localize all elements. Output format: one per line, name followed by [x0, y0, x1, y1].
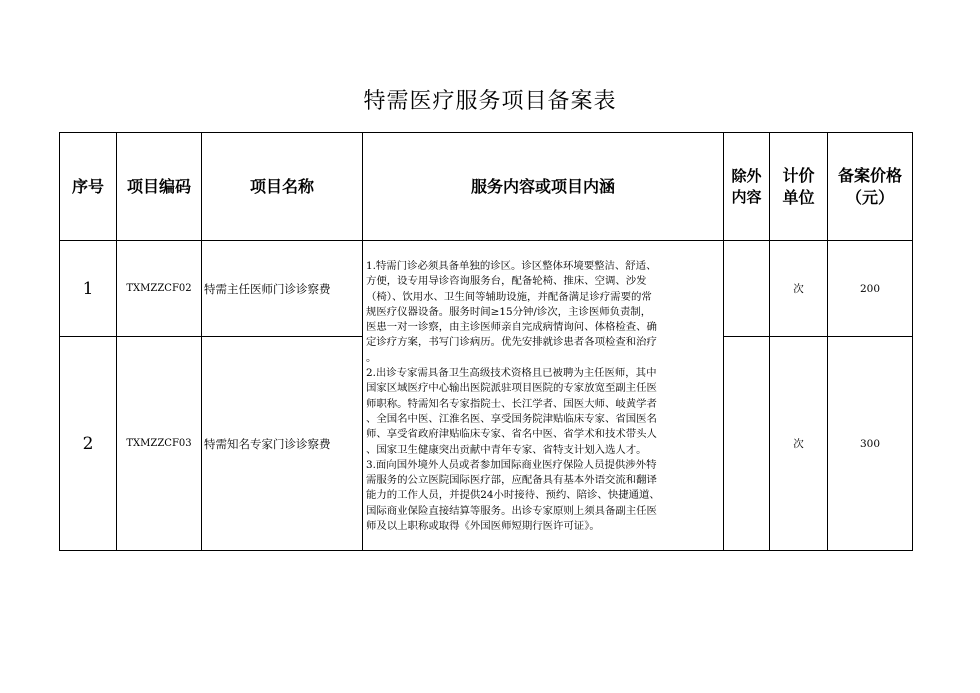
content-line: 需服务的公立医院国际医疗部，应配备具有基本外语交流和翻译: [366, 474, 657, 487]
header-no: 序号: [60, 133, 117, 241]
row-no: 2: [60, 337, 117, 551]
row-unit: 次: [770, 337, 828, 551]
header-name: 项目名称: [202, 133, 363, 241]
filing-table: [59, 132, 913, 551]
header-price: [828, 133, 913, 241]
page-title: 特需医疗服务项目备案表: [363, 89, 617, 114]
content-line: 师职称。特需知名专家指院士、长江学者、国医大师、岐黄学者: [366, 397, 657, 410]
content-line: 1.特需门诊必须具备单独的诊区。诊区整体环境要整洁、舒适、: [366, 260, 657, 272]
content-line: 能力的工作人员，并提供24小时接待、预约、陪诊、快捷通道、: [366, 489, 660, 502]
row-code: TXMZZCF03: [117, 337, 202, 551]
content-line: 、国家卫生健康突出贡献中青年专家、省特支计划入选人才。: [366, 443, 647, 456]
content-line: 。: [366, 351, 377, 364]
row-exclusion: [724, 337, 770, 551]
service-content-cell: [363, 241, 724, 551]
content-line: 方便，设专用导诊咨询服务台，配备轮椅、推床、空调、沙发: [366, 275, 647, 288]
header-exclusion: [724, 133, 770, 241]
content-line: 规医疗仪器设备。服务时间≥15分钟/诊次，主诊医师负责制，: [366, 305, 652, 318]
row-price: 300: [828, 337, 913, 551]
content-line: 师、享受省政府津贴临床专家、省名中医、省学术和技术带头人: [366, 428, 657, 441]
content-line: 3.面向国外境外人员或者参加国际商业医疗保险人员提供涉外特: [366, 458, 657, 471]
row-code: TXMZZCF02: [117, 241, 202, 337]
content-line: 师及以上职称或取得《外国医师短期行医许可证》。: [366, 520, 600, 533]
content-line: （椅）、饮用水、卫生间等辅助设施，并配备满足诊疗需要的常: [366, 290, 652, 303]
content-line: 医患一对一诊察，由主诊医师亲自完成病情询问、体格检查、确: [366, 321, 657, 334]
header-price-line2: （元）: [845, 187, 894, 207]
table-header-row: [60, 133, 913, 241]
header-unit-line2: 单位: [782, 187, 815, 207]
header-exclusion-line1: 除外: [731, 166, 762, 185]
row-price: 200: [828, 241, 913, 337]
row-name: 特需知名专家门诊诊察费: [202, 337, 363, 551]
header-content: 服务内容或项目内涵: [363, 133, 724, 241]
header-price-line1: 备案价格: [837, 165, 902, 185]
content-line: 、全国名中医、江淮名医、享受国务院津贴临床专家、省国医名: [366, 412, 657, 425]
header-exclusion-line2: 内容: [731, 187, 762, 206]
row-name: 特需主任医师门诊诊察费: [202, 241, 363, 337]
service-content-text: [366, 259, 718, 534]
content-line: 定诊疗方案，书写门诊病历。优先安排就诊患者各项检查和治疗: [366, 336, 657, 349]
content-line: 国际商业保险直接结算等服务。出诊专家原则上须具备副主任医: [366, 504, 657, 517]
header-unit: [770, 133, 828, 241]
content-line: 国家区域医疗中心输出医院派驻项目医院的专家放宽至副主任医: [366, 382, 657, 395]
table-row: [60, 241, 913, 337]
header-unit-line1: 计价: [782, 165, 815, 185]
content-line: 2.出诊专家需具备卫生高级技术资格且已被聘为主任医师，其中: [366, 367, 657, 380]
header-code: 项目编码: [117, 133, 202, 241]
row-unit: 次: [770, 241, 828, 337]
row-no: 1: [60, 241, 117, 337]
row-exclusion: [724, 241, 770, 337]
